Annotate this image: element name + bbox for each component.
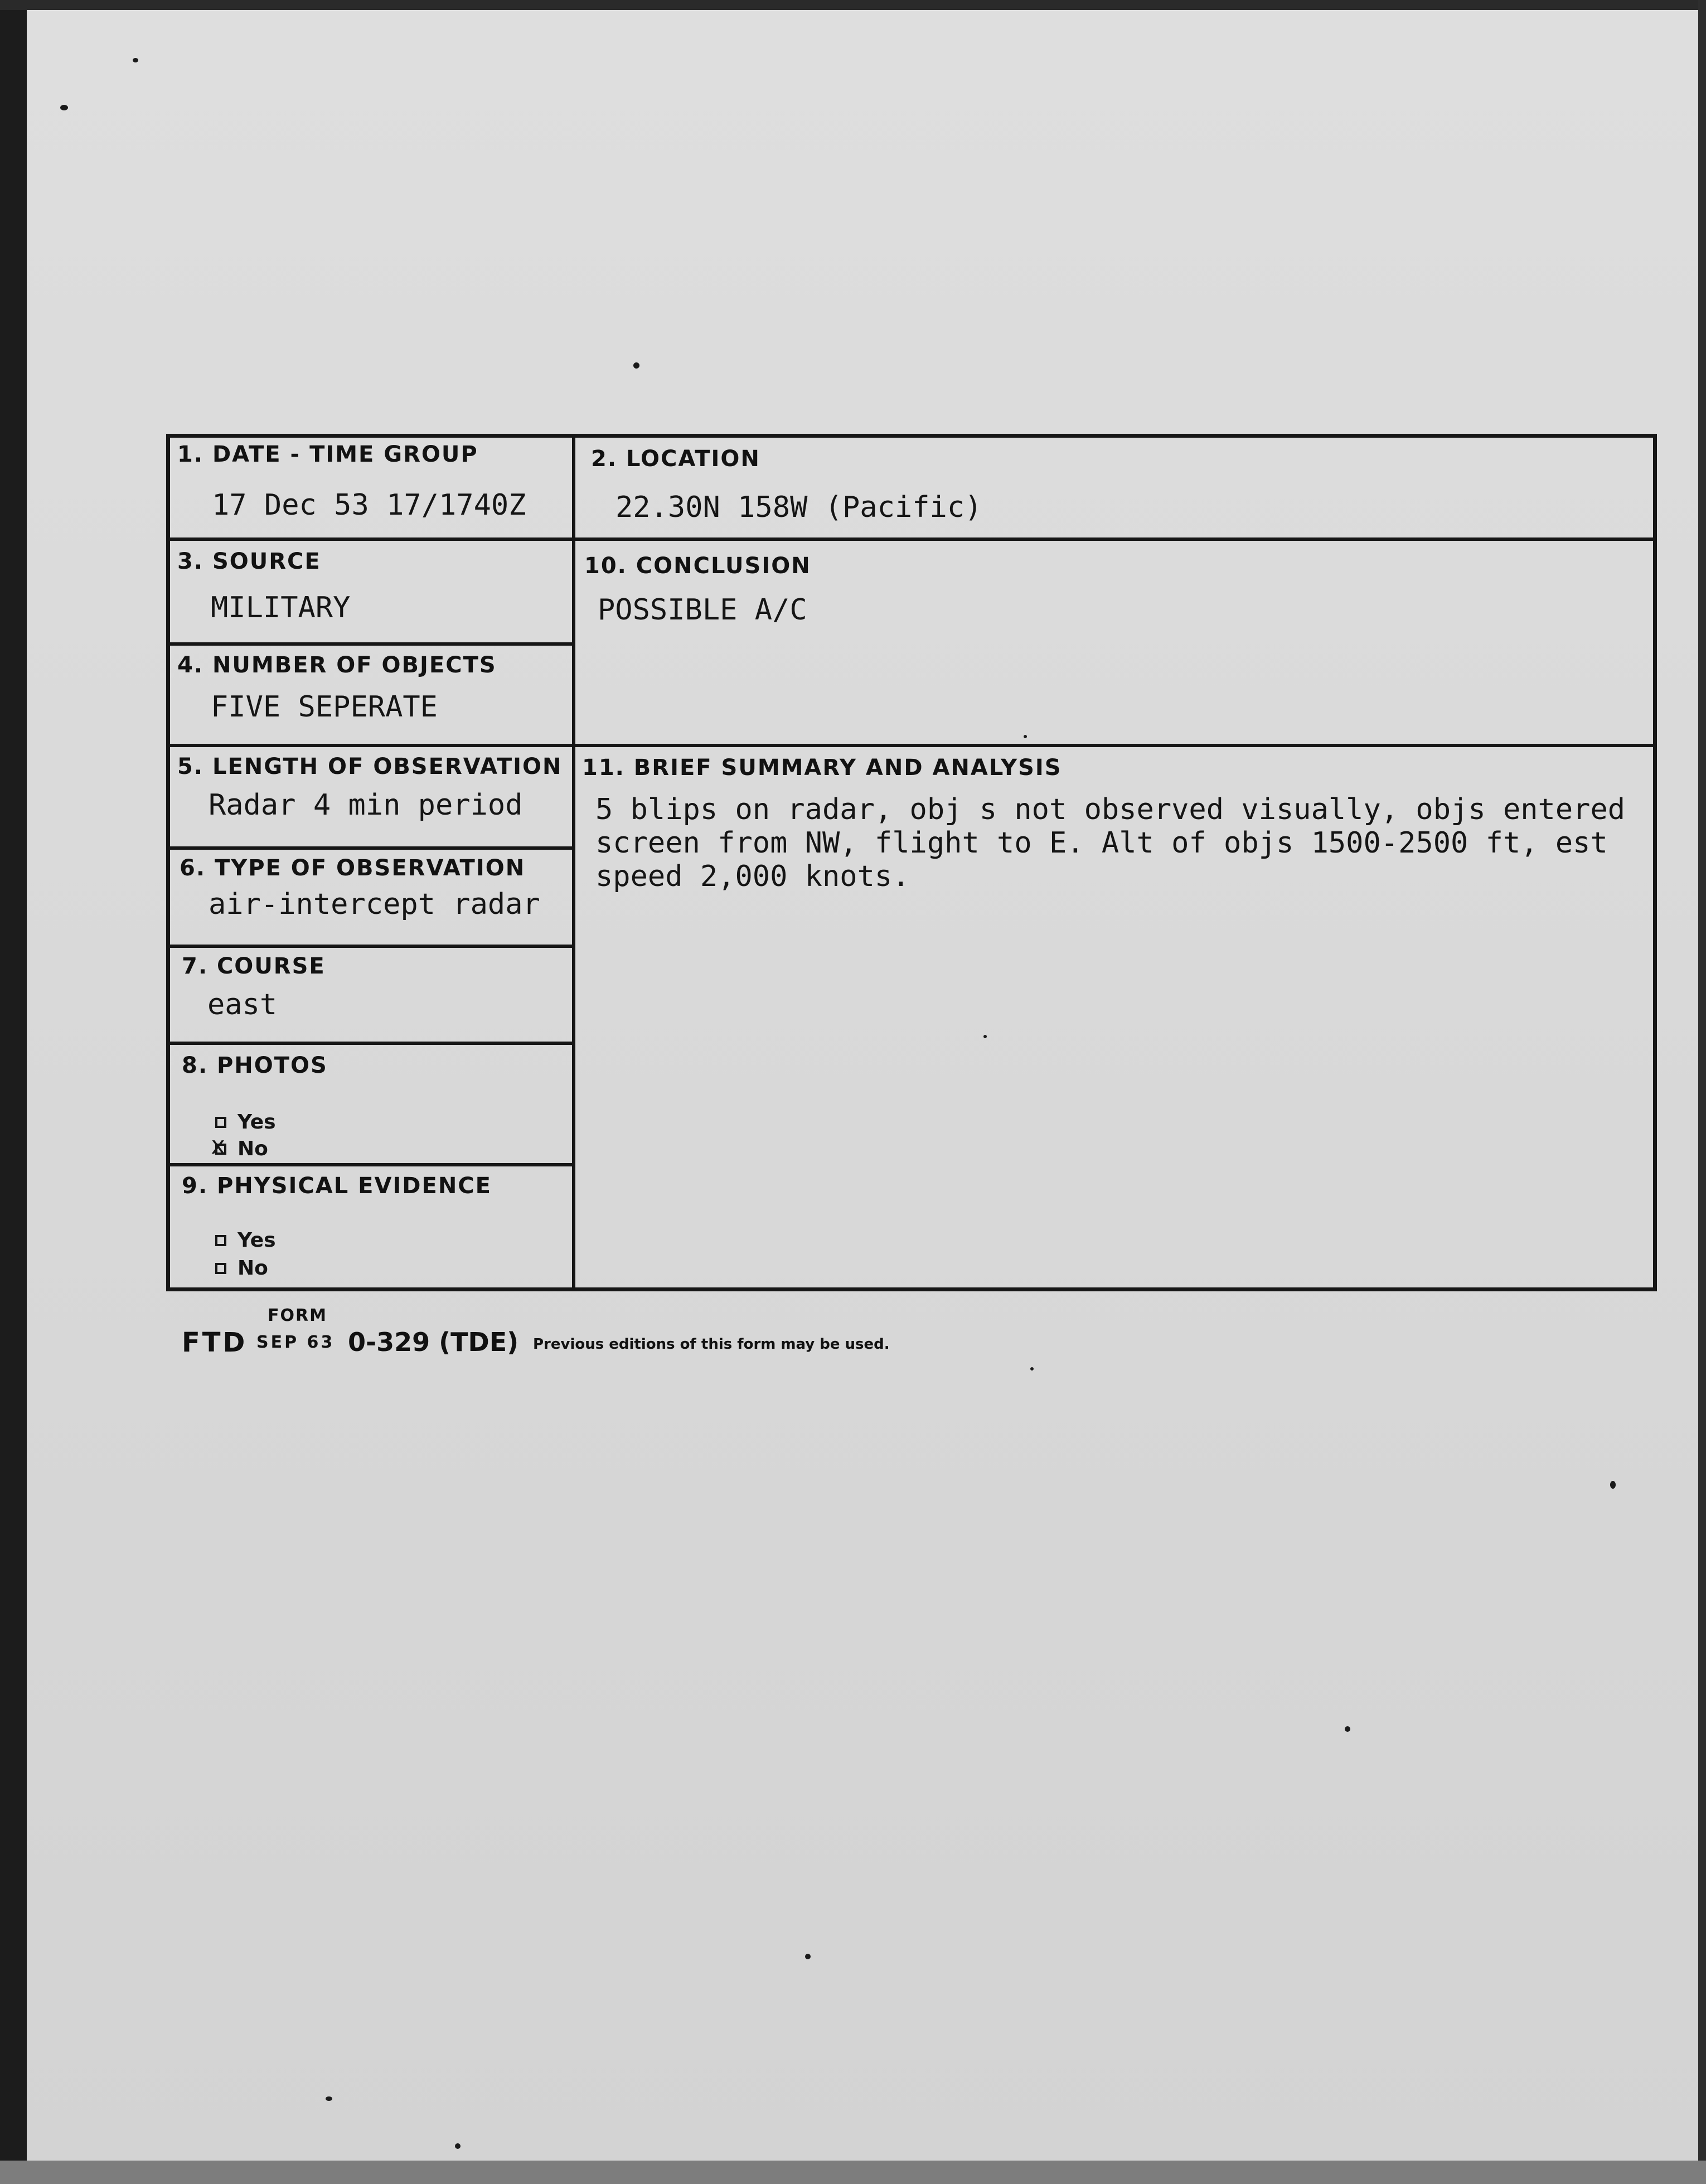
- date-time-value: 17 Dec 53 17/1740Z: [212, 488, 526, 522]
- type-of-observation-label: 6. TYPE OF OBSERVATION: [180, 855, 526, 881]
- scan-border-top: [0, 0, 1706, 10]
- physical-evidence-no-checkbox[interactable]: [215, 1263, 226, 1274]
- row-divider: [168, 537, 1655, 541]
- dust-speck: [455, 2143, 461, 2149]
- photos-yes-label: Yes: [238, 1111, 276, 1134]
- dust-speck: [1030, 1367, 1034, 1371]
- physical-evidence-yes-option[interactable]: [215, 1229, 276, 1252]
- location-label: 2. LOCATION: [591, 446, 760, 472]
- photos-yes-checkbox[interactable]: [215, 1117, 226, 1128]
- photos-no-label: No: [238, 1137, 268, 1160]
- summary-line-3: speed 2,000 knots.: [595, 860, 910, 893]
- number-of-objects-value: FIVE SEPERATE: [211, 690, 438, 724]
- source-label: 3. SOURCE: [177, 549, 321, 574]
- length-of-observation-value: Radar 4 min period: [209, 788, 523, 822]
- footer-org: FTD: [182, 1327, 248, 1358]
- course-value: east: [207, 988, 278, 1021]
- check-mark: x: [211, 1131, 226, 1160]
- physical-evidence-label: 9. PHYSICAL EVIDENCE: [182, 1173, 492, 1199]
- row-divider: [168, 642, 573, 646]
- column-divider: [572, 436, 575, 1289]
- summary-line-2: screen from NW, flight to E. Alt of objs 1500-2500 ft, est: [595, 826, 1608, 860]
- summary-line-1: 5 blips on radar, obj s not observed visually, objs entered: [595, 793, 1626, 826]
- physical-evidence-no-option[interactable]: [215, 1257, 268, 1280]
- dust-speck: [1345, 1726, 1350, 1732]
- dust-speck: [326, 2096, 332, 2101]
- length-of-observation-label: 5. LENGTH OF OBSERVATION: [177, 754, 563, 779]
- dust-speck: [1610, 1481, 1616, 1489]
- photos-label: 8. PHOTOS: [182, 1053, 328, 1078]
- conclusion-value: POSSIBLE A/C: [598, 593, 807, 627]
- location-value: 22.30N 158W (Pacific): [615, 491, 982, 524]
- row-divider: [168, 846, 573, 850]
- dust-speck: [633, 362, 639, 369]
- footer-form-number: 0-329 (TDE): [348, 1327, 519, 1357]
- source-value: MILITARY: [211, 591, 351, 624]
- type-of-observation-value: air-intercept radar: [209, 888, 540, 921]
- dust-speck: [60, 105, 68, 110]
- course-label: 7. COURSE: [182, 953, 326, 979]
- conclusion-label: 10. CONCLUSION: [584, 553, 811, 579]
- scan-border-left: [0, 0, 27, 2184]
- physical-evidence-yes-label: Yes: [238, 1229, 276, 1252]
- footer-note: Previous editions of this form may be used.: [533, 1336, 890, 1353]
- row-divider: [168, 945, 573, 948]
- date-time-label: 1. DATE - TIME GROUP: [177, 442, 478, 467]
- row-divider: [168, 1163, 573, 1166]
- row-divider: [168, 744, 1655, 747]
- dust-speck: [805, 1954, 811, 1959]
- physical-evidence-yes-checkbox[interactable]: [215, 1235, 226, 1246]
- number-of-objects-label: 4. NUMBER OF OBJECTS: [177, 652, 497, 678]
- row-divider: [168, 1042, 573, 1045]
- scan-border-bottom: [0, 2161, 1706, 2184]
- form-word: FORM: [268, 1306, 327, 1325]
- photos-no-option[interactable]: [211, 1131, 268, 1160]
- dust-speck: [133, 58, 138, 62]
- scan-border-right: [1698, 0, 1706, 2184]
- physical-evidence-no-label: No: [238, 1257, 268, 1280]
- footer-edition: SEP 63: [256, 1333, 335, 1352]
- photos-no-checkbox[interactable]: [211, 1131, 226, 1160]
- summary-label: 11. BRIEF SUMMARY AND ANALYSIS: [582, 755, 1062, 781]
- photos-yes-option[interactable]: [215, 1111, 276, 1134]
